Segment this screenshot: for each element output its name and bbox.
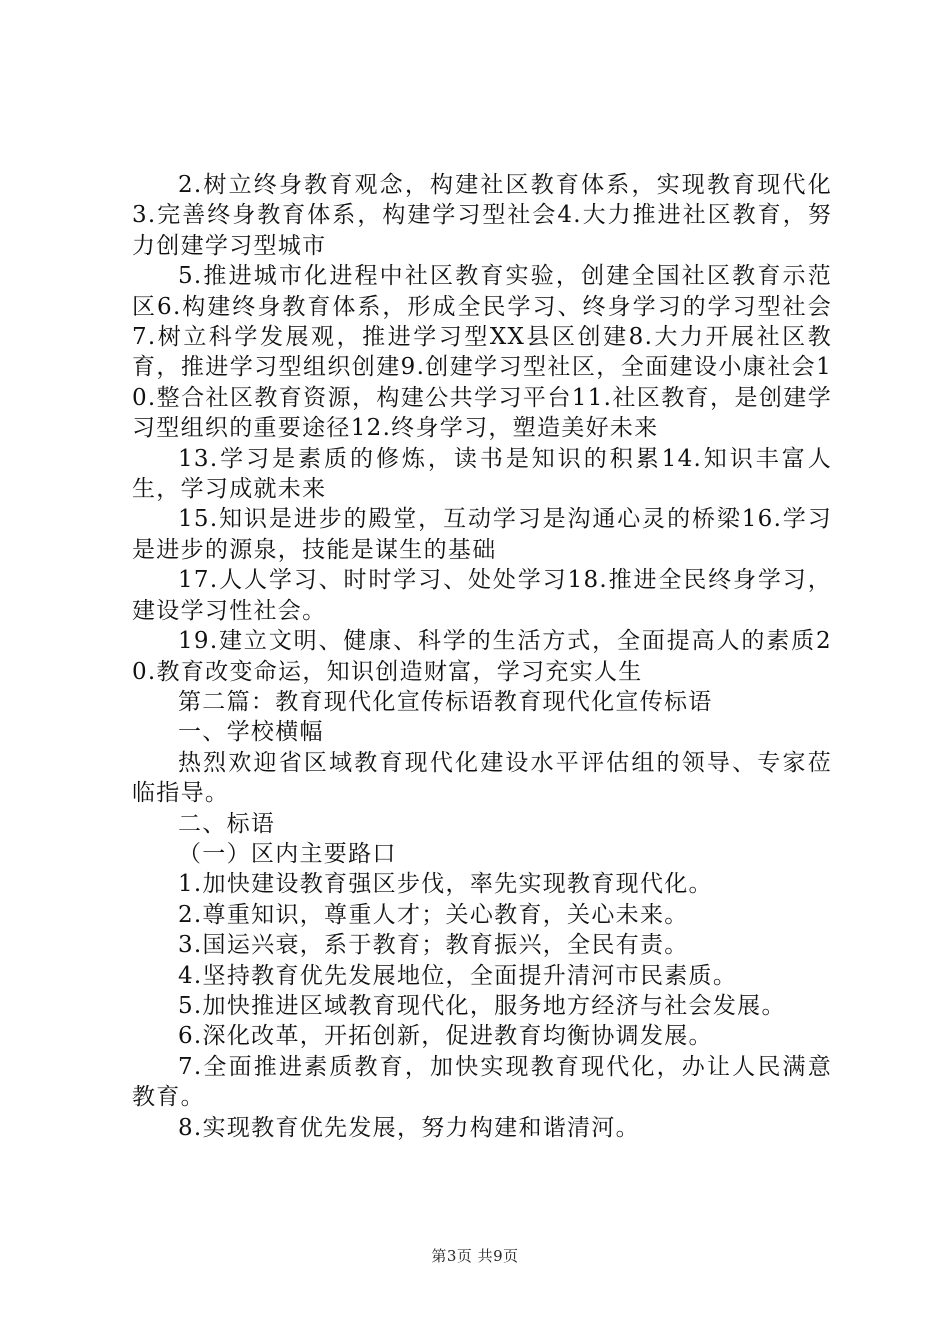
list-item: 4.坚持教育优先发展地位，全面提升清河市民素质。 bbox=[178, 962, 738, 989]
list-item: 2.尊重知识，尊重人才；关心教育，关心未来。 bbox=[178, 901, 689, 928]
list-item: 5.加快推进区域教育现代化，服务地方经济与社会发展。 bbox=[178, 992, 786, 1019]
page-number: 第3页 共9页 bbox=[431, 1247, 519, 1265]
paragraph: 热烈欢迎省区域教育现代化建设水平评估组的领导、专家莅临指导。 bbox=[132, 749, 832, 807]
paragraph: 13.学习是素质的修炼，读书是知识的积累14.知识丰富人生，学习成就未来 bbox=[132, 445, 832, 503]
list-item: 6.深化改革，开拓创新，促进教育均衡协调发展。 bbox=[178, 1023, 713, 1050]
subsection-heading: 二、标语 bbox=[178, 810, 276, 837]
section-heading: 第二篇：教育现代化宣传标语教育现代化宣传标语 bbox=[178, 688, 713, 715]
paragraph: 19.建立文明、健康、科学的生活方式，全面提高人的素质20.教育改变命运，知识创造财富，学习充实人生 bbox=[132, 628, 832, 685]
list-item: 1.加快建设教育强区步伐，率先实现教育现代化。 bbox=[178, 871, 713, 898]
list-item: 7.全面推进素质教育，加快实现教育现代化，办让人民满意教育。 bbox=[132, 1053, 832, 1111]
paragraph: 2.树立终身教育观念，构建社区教育体系，实现教育现代化3.完善终身教育体系，构建学习型社会4.大力推进社区教育，努力创建学习型城市 bbox=[132, 172, 832, 259]
paragraph: 5.推进城市化进程中社区教育实验，创建全国社区教育示范区6.构建终身教育体系，形成全民学习、终身学习的学习型社会7.树立科学发展观，推进学习型XX县区创建8.大力开展社区教育，推进学习型组织创建9.创建学习型社区，全面建设小康社会10.整合社区教育资源，构建公共学习平台11.社区教育，是创建学习型组织的重要途径12.终身学习，塑造美好未来 bbox=[132, 263, 832, 442]
document-body bbox=[132, 170, 832, 1143]
paragraph: 15.知识是进步的殿堂，互动学习是沟通心灵的桥梁16.学习是进步的源泉，技能是谋生的基础 bbox=[132, 506, 832, 563]
list-item: 8.实现教育优先发展，努力构建和谐清河。 bbox=[178, 1114, 640, 1141]
paragraph: 17.人人学习、时时学习、处处学习18.推进全民终身学习，建设学习性社会。 bbox=[132, 567, 832, 624]
subsection-heading: 一、学校横幅 bbox=[178, 719, 324, 746]
subsection-heading: （一）区内主要路口 bbox=[178, 840, 397, 867]
list-item: 3.国运兴衰，系于教育；教育振兴，全民有责。 bbox=[178, 932, 689, 959]
